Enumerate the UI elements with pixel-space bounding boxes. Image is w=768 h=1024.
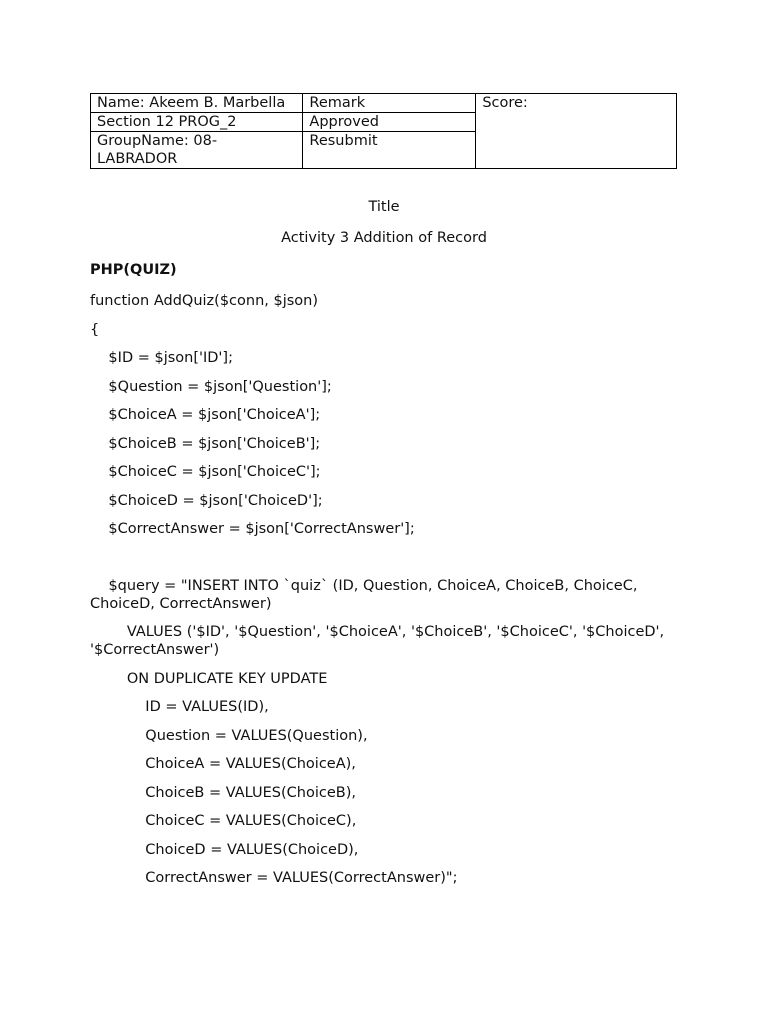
update-line: ChoiceC = VALUES(ChoiceC), bbox=[90, 813, 357, 829]
code-line: $ChoiceA = $json['ChoiceA']; bbox=[90, 407, 321, 423]
code-line: $Question = $json['Question']; bbox=[90, 379, 332, 395]
code-line: $CorrectAnswer = $json['CorrectAnswer']; bbox=[90, 521, 415, 537]
document-title: Activity 3 Addition of Record bbox=[281, 230, 487, 246]
update-line: ChoiceD = VALUES(ChoiceD), bbox=[90, 842, 359, 858]
code-line: $ChoiceD = $json['ChoiceD']; bbox=[90, 493, 323, 509]
score-label: Score: bbox=[476, 94, 677, 169]
header-table bbox=[90, 93, 677, 169]
approved-remark: Approved bbox=[303, 113, 476, 132]
title-label: Title bbox=[368, 199, 400, 215]
open-brace: { bbox=[90, 322, 100, 338]
update-line: ChoiceB = VALUES(ChoiceB), bbox=[90, 785, 356, 801]
update-line: CorrectAnswer = VALUES(CorrectAnswer)"; bbox=[90, 870, 458, 886]
section-heading: PHP(QUIZ) bbox=[90, 262, 177, 278]
update-line: ChoiceA = VALUES(ChoiceA), bbox=[90, 756, 356, 772]
section-info: Section 12 PROG_2 bbox=[91, 113, 303, 132]
code-line: $ChoiceB = $json['ChoiceB']; bbox=[90, 436, 321, 452]
student-name: Name: Akeem B. Marbella bbox=[91, 94, 303, 113]
remark-label: Remark bbox=[303, 94, 476, 113]
header-row-1 bbox=[91, 94, 677, 113]
query-line: $query = "INSERT INTO `quiz` (ID, Question, ChoiceA, ChoiceB, ChoiceC, ChoiceD, CorrectAnswer) bbox=[90, 578, 643, 612]
on-duplicate-line: ON DUPLICATE KEY UPDATE bbox=[90, 671, 328, 687]
code-line: $ID = $json['ID']; bbox=[90, 350, 233, 366]
update-line: ID = VALUES(ID), bbox=[90, 699, 269, 715]
update-line: Question = VALUES(Question), bbox=[90, 728, 368, 744]
code-line: $ChoiceC = $json['ChoiceC']; bbox=[90, 464, 321, 480]
group-name: GroupName: 08-LABRADOR bbox=[91, 132, 303, 169]
resubmit-remark: Resubmit bbox=[303, 132, 476, 169]
function-signature: function AddQuiz($conn, $json) bbox=[90, 293, 319, 309]
values-line: VALUES ('$ID', '$Question', '$ChoiceA', '$ChoiceB', '$ChoiceC', '$ChoiceD', '$CorrectAnswer') bbox=[90, 624, 669, 658]
